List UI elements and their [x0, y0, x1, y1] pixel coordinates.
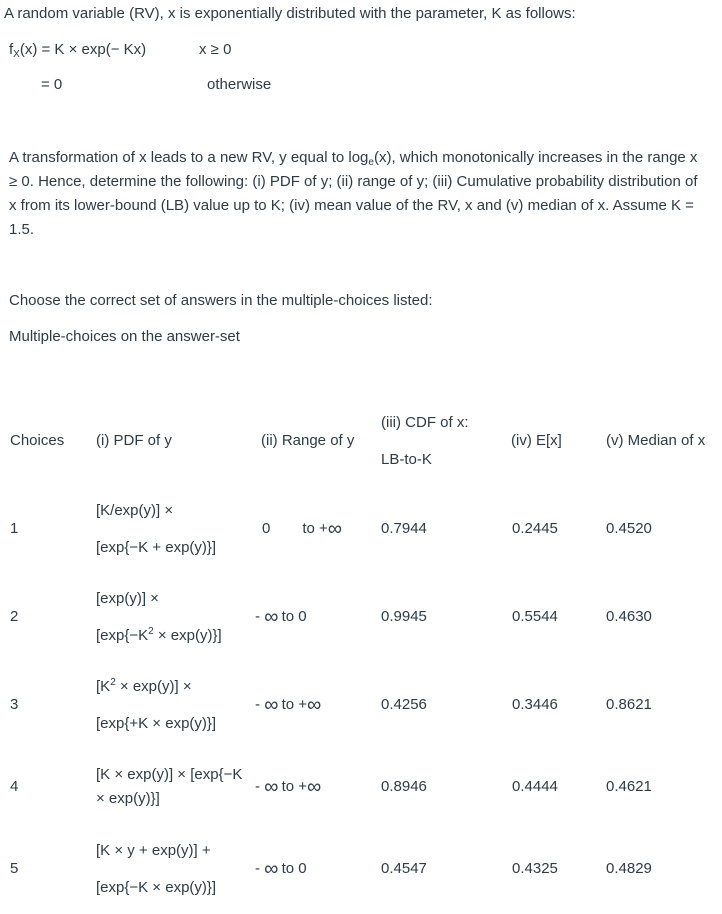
row-median: 0.4520 [606, 520, 652, 537]
row-cdf: 0.8946 [381, 778, 427, 795]
row-mean: 0.4444 [512, 778, 558, 795]
infinity-symbol: ∞ [307, 694, 321, 716]
pdf-exponent: 2 [148, 626, 154, 637]
row-mean: 0.4325 [512, 860, 558, 877]
row-number: 3 [10, 696, 19, 713]
range-start: - [255, 860, 260, 877]
choose-instruction: Choose the correct set of answers in the multiple-choices listed: [9, 292, 433, 309]
range-start: - [255, 608, 260, 625]
row-range [255, 607, 307, 627]
header-median: (v) Median of x [606, 432, 706, 449]
pdf-definition [9, 40, 146, 60]
infinity-symbol: ∞ [264, 694, 278, 716]
infinity-symbol: ∞ [264, 776, 278, 798]
range-text: to 0 [277, 860, 307, 877]
row-pdf-line2: [exp{−K × exp(y)}] [96, 879, 217, 896]
para-text-1: A transformation of x leads to a new RV, y equal to log [9, 149, 369, 166]
infinity-symbol: ∞ [307, 776, 321, 798]
pdf-subscript: X [13, 49, 20, 60]
row-number: 5 [10, 860, 19, 877]
range-start: - [255, 696, 260, 713]
row-median: 0.8621 [606, 696, 652, 713]
problem-paragraph [9, 146, 709, 242]
multi-choice-heading: Multiple-choices on the answer-set [9, 328, 240, 345]
row-pdf-line1: [K × exp(y)] × [exp{−K [96, 766, 243, 783]
row-mean: 0.5544 [512, 608, 558, 625]
range-text: to + [277, 696, 308, 713]
range-text: to + [302, 520, 328, 537]
range-text: to + [277, 778, 308, 795]
log-base: e [368, 157, 374, 168]
pdf-part: × exp(y)}] [153, 627, 222, 644]
row-range [255, 859, 307, 879]
row-pdf-line2: × exp(y)}] [96, 790, 160, 807]
pdf-part: [exp{−K [96, 627, 149, 644]
pdf-otherwise: otherwise [207, 76, 272, 93]
header-cdf: (iii) CDF of x: [381, 414, 469, 431]
header-cdf-sub: LB-to-K [381, 451, 432, 468]
row-number: 1 [10, 520, 19, 537]
row-cdf: 0.4256 [381, 696, 427, 713]
infinity-symbol: ∞ [264, 606, 278, 628]
range-start: 0 [262, 520, 271, 537]
pdf-part: × exp(y)] × [115, 678, 192, 695]
pdf-rest: (x) = K × exp(− Kx) [19, 41, 147, 58]
row-cdf: 0.4547 [381, 860, 427, 877]
row-mean: 0.2445 [512, 520, 558, 537]
row-pdf-line2 [96, 626, 222, 646]
pdf-zero: = 0 [41, 76, 63, 93]
pdf-part: [K [96, 678, 111, 695]
row-range [255, 695, 320, 715]
pdf-f: f [9, 41, 14, 58]
row-range [255, 777, 320, 797]
pdf-condition: x ≥ 0 [199, 41, 232, 58]
intro-line: A random variable (RV), x is exponentially distributed with the parameter, K as follows: [4, 5, 576, 22]
row-median: 0.4621 [606, 778, 652, 795]
row-number: 4 [10, 778, 19, 795]
row-pdf-line2: [exp{−K + exp(y)}] [96, 539, 217, 556]
row-median: 0.4829 [606, 860, 652, 877]
pdf-exponent: 2 [110, 677, 116, 688]
row-range [262, 519, 341, 539]
row-cdf: 0.9945 [381, 608, 427, 625]
header-mean: (iv) E[x] [511, 432, 562, 449]
infinity-symbol: ∞ [264, 858, 278, 880]
infinity-symbol: ∞ [327, 518, 342, 540]
range-text: to 0 [277, 608, 307, 625]
range-start: - [255, 778, 260, 795]
header-range: (ii) Range of y [261, 432, 355, 449]
row-pdf-line2: [exp{+K × exp(y)}] [96, 715, 217, 732]
row-median: 0.4630 [606, 608, 652, 625]
row-mean: 0.3446 [512, 696, 558, 713]
header-pdf: (i) PDF of y [96, 432, 172, 449]
row-pdf-line1: [K/exp(y)] × [96, 502, 174, 519]
header-choices: Choices [10, 432, 65, 449]
row-pdf-line1: [exp(y)] × [96, 590, 159, 607]
row-pdf-line1 [96, 677, 192, 697]
row-cdf: 0.7944 [381, 520, 427, 537]
para-text-2: (x), which monotonically increases in the range x ≥ 0. Hence, determine the following: (i) PDF of y; (ii) range of y; (iii) Cumulative probability distribution of x from its lower-bound (LB) value up to K; (iv) mean value of the RV, x and (v) median of x. Assume K = 1.5. [9, 149, 698, 238]
row-pdf-line1: [K × y + exp(y)] + [96, 842, 211, 859]
row-number: 2 [10, 608, 19, 625]
